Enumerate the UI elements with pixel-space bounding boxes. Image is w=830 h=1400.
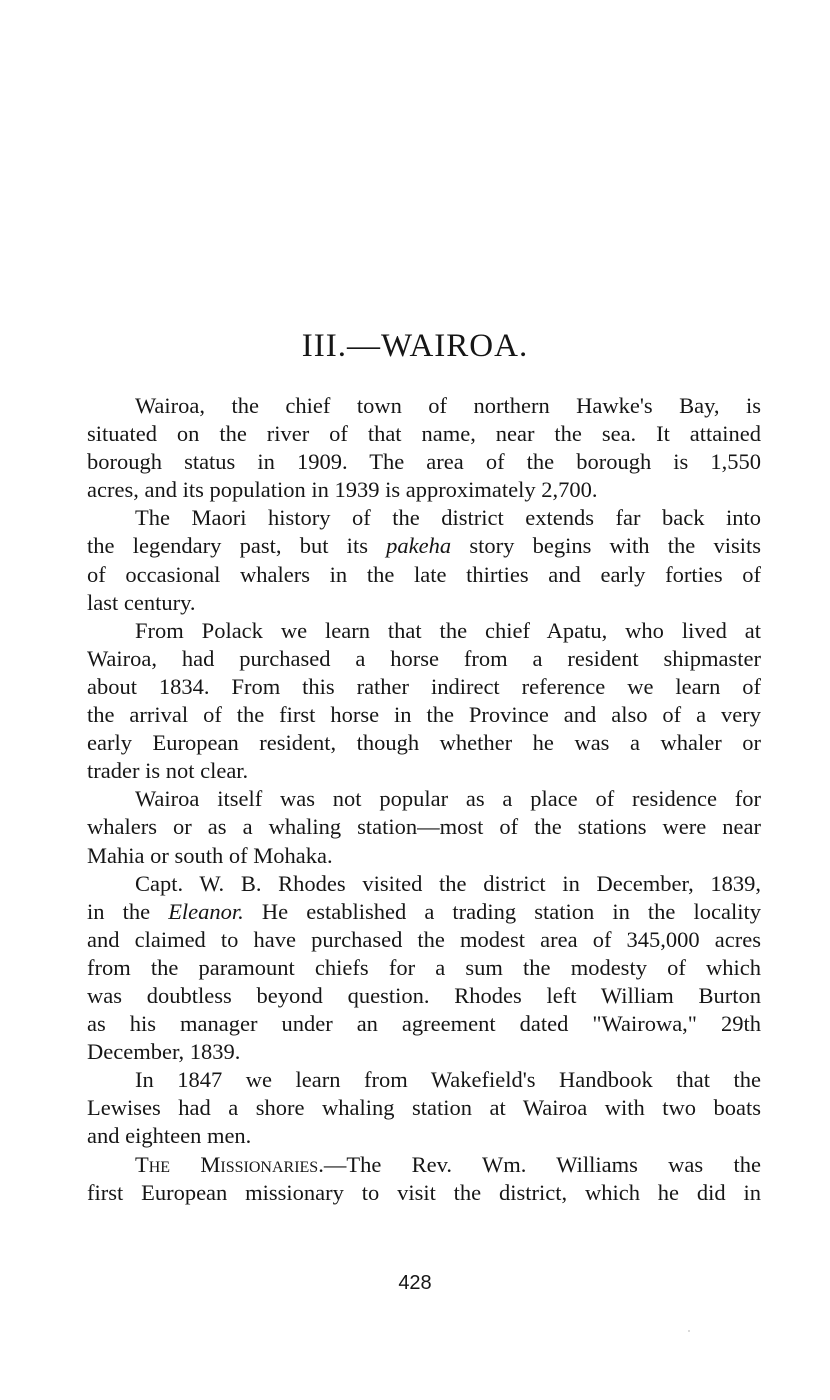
text-line: first European missionary to visit the district, which he did in	[87, 1179, 761, 1205]
text-line: was doubtless beyond question. Rhodes left William Burton	[87, 982, 761, 1008]
text-line: Wairoa, the chief town of northern Hawke's Bay, is	[135, 393, 761, 418]
text-line: Mahia or south of Mohaka.	[87, 842, 333, 868]
page-number: 428	[398, 1272, 432, 1294]
text-line: situated on the river of that name, near the sea. It attained	[87, 421, 761, 447]
text-line: whalers or as a whaling station—most of the stations were near	[87, 814, 761, 840]
italic-word-pakeha: pakeha	[386, 533, 452, 559]
section-lead-in: The Missionaries.	[135, 1151, 324, 1177]
paragraph-4	[87, 785, 761, 869]
text-line	[87, 898, 761, 926]
paragraph-5	[87, 870, 761, 1067]
text-line: last century.	[87, 589, 196, 615]
text-line: The Maori history of the district extends far back into	[135, 505, 761, 531]
text-line: and claimed to have purchased the modest area of 345,000 acres	[87, 926, 761, 952]
paragraph-6	[87, 1066, 761, 1150]
text-line: trader is not clear.	[87, 758, 249, 784]
text-line: Lewises had a shore whaling station at Wairoa with two boats	[87, 1095, 761, 1121]
text-line: In 1847 we learn from Wakefield's Handbook that the	[135, 1067, 761, 1093]
italic-ship-name: Eleanor.	[168, 898, 244, 924]
text-line: of occasional whalers in the late thirties and early forties of	[87, 561, 761, 587]
text-line	[87, 532, 761, 560]
body-text	[87, 392, 761, 1207]
text-line: about 1834. From this rather indirect reference we learn of	[87, 673, 761, 699]
text-line: Capt. W. B. Rhodes visited the district in December, 1839,	[135, 870, 761, 896]
text-line: borough status in 1909. The area of the borough is 1,550	[87, 449, 761, 475]
text-line: early European resident, though whether he was a whaler or	[87, 730, 761, 756]
text-line	[87, 1151, 761, 1179]
text-run: —The Rev. Wm. Williams was the	[323, 1151, 761, 1177]
paragraph-3	[87, 617, 761, 786]
text-run: He established a trading station in the locality	[243, 898, 761, 924]
text-line: and eighteen men.	[87, 1123, 252, 1149]
text-line: From Polack we learn that the chief Apatu, who lived at	[135, 617, 761, 643]
paragraph-7	[87, 1151, 761, 1207]
text-line: Wairoa, had purchased a horse from a resident shipmaster	[87, 645, 761, 671]
text-line: December, 1839.	[87, 1039, 241, 1065]
text-line: Wairoa itself was not popular as a place of residence for	[135, 786, 761, 812]
chapter-heading: III.—WAIROA.	[301, 328, 529, 364]
text-run: in the	[87, 898, 169, 924]
text-line: the arrival of the first horse in the Province and also of a very	[87, 702, 761, 728]
text-line: as his manager under an agreement dated "Wairowa," 29th	[87, 1011, 761, 1037]
paragraph-1	[87, 392, 761, 504]
text-line: from the paramount chiefs for a sum the modesty of which	[87, 954, 761, 980]
paragraph-2	[87, 504, 761, 616]
scan-speck	[688, 1330, 690, 1332]
text-run: story begins with the visits	[451, 533, 761, 559]
text-run: the legendary past, but its	[87, 533, 387, 559]
text-line: acres, and its population in 1939 is approximately 2,700.	[87, 477, 598, 503]
